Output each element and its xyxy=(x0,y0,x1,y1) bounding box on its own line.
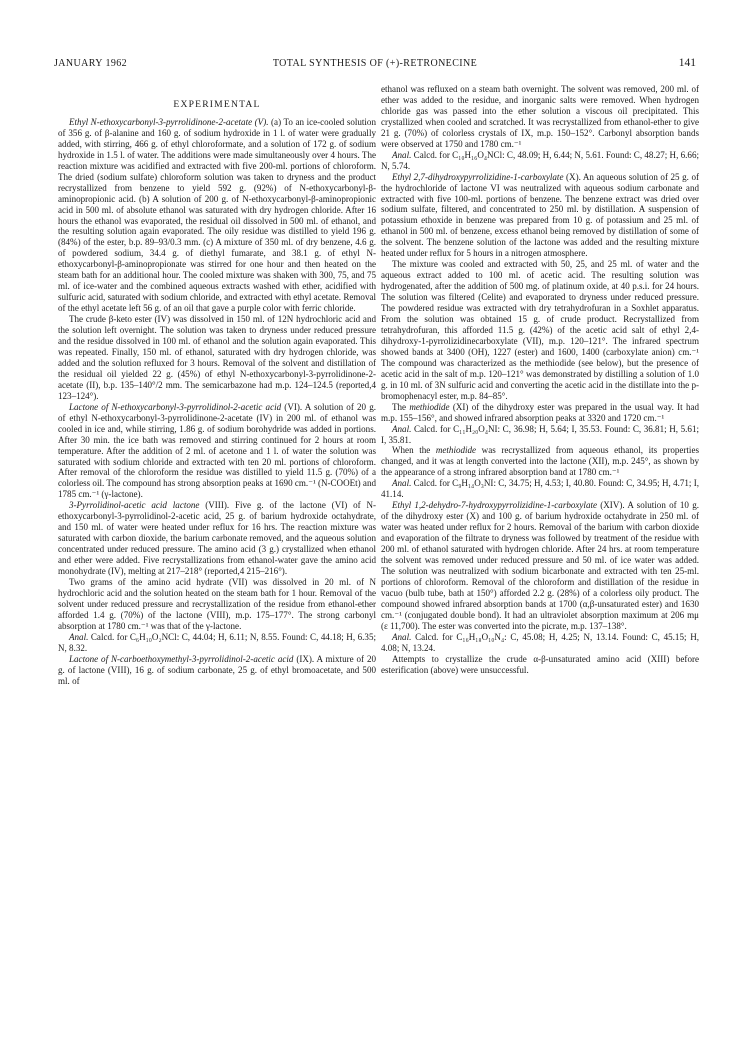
paragraph-lactone-vi: Lactone of N-ethoxycarbonyl-3-pyrrolidinol-2-acetic acid (VI). A solution of 20 g. of ethyl N-ethoxycarbonyl-3-pyrrolidinone-2-acetate (IV) in 200 ml. of ethanol was cooled in ice and, while stirring, 1.86 g. of sodium borohydride was added in portions. After 30 min. the ice bath was removed and stirring continued for 2 hours at room temperature. After the addition of 2 ml. of acetone and 1 l. of water the solution was saturated with sodium chloride and extracted with ten 20 ml. portions of chloroform. After removal of the chloroform the residue was distilled to yield 11.5 g. (70%) of a colorless oil. The compound has strong absorption peaks at 1690 cm.⁻¹ (N-COOEt) and 1785 cm.⁻¹ (γ-lactone). xyxy=(58,401,376,500)
right-column xyxy=(381,84,699,675)
paragraph-v-synthesis: Ethyl N-ethoxycarbonyl-3-pyrrolidinone-2-acetate (V). (a) To an ice-cooled solution of 356 g. of β-alanine and 160 g. of sodium hydroxide in 1 l. of water were gradually added, with stirring, 466 g. of ethyl chloroformate, and a solution of 172 g. of sodium hydroxide in 1.5 l. of water. The additions were made simultaneously over 4 hours. The reaction mixture was acidified and extracted with five 200-ml. portions of chloroform. The dried (sodium sulfate) chloroform solution was taken to dryness and the product recrystallized from benzene to yield 592 g. (92%) of N-ethoxycarbonyl-β-aminopropionic acid. (b) A solution of 200 g. of N-ethoxycarbonyl-β-aminopropionic acid in 500 ml. of absolute ethanol was saturated with dry hydrogen chloride. After 16 hours the ethanol was evaporated, the residual oil dissolved in 500 ml. of ethanol, and the resulting solution again evaporated. The oily residue was distilled to yield 196 g. (84%) of the ester, b.p. 89–93/0.3 mm. (c) A mixture of 350 ml. of dry benzene, 4.6 g. of powdered sodium, 34.4 g. of diethyl fumarate, and 38.1 g. of ethyl N-ethoxycarbonyl-β-aminopropionate was stirred for one hour and then heated on the steam bath for an additional hour. The cooled mixture was shaken with 300, 75, and 75 ml. of ice-water and the combined aqueous extracts washed with ether, acidified with sulfuric acid, saturated with sodium chloride, and extracted with ethyl acetate. Removal of the ethyl acetate left 56 g. of an oil that gave a purple color with ferric chloride. xyxy=(58,116,376,314)
left-column xyxy=(58,84,376,687)
page-number: 141 xyxy=(678,57,696,69)
paragraph-analysis-xii: Anal. Calcd. for C₉H₁₄O₃NI: C, 34.75; H, 4.53; I, 40.80. Found: C, 34.95; H, 4.71; I, 41.14. xyxy=(381,478,699,500)
paragraph-ester-xiv: Ethyl 1,2-dehydro-7-hydroxypyrrolizidine-1-carboxylate (XIV). A solution of 10 g. of the dihydroxy ester (X) and 100 g. of barium hydroxide octahydrate in 250 ml. of water was heated under reflux for 2 hours. Removal of the barium with carbon dioxide and evaporation of the filtrate to dryness was followed by treatment of the residue with 200 ml. of ethanol saturated with hydrogen chloride. After 24 hrs. at room temperature the solvent was removed under reduced pressure and 50 ml. of ice water was added. The solution was neutralized with sodium bicarbonate and extracted with ten 25-ml. portions of chloroform. Removal of the chloroform and distillation of the residue in vacuo (bulb tube, bath at 150°) afforded 2.2 g. (28%) of a colorless oily product. The compound showed infrared absorption bands at 1700 (α,β-unsaturated ester) and 1630 cm.⁻¹ (conjugated double bond). It had an ultraviolet absorption maximum at 206 mμ (ε 11,700). The ester was converted into the picrate, m.p. 137–138°. xyxy=(381,500,699,631)
paragraph-amino-acid-xiii: Attempts to crystallize the crude α-β-unsaturated amino acid (XIII) before esterification (above) were unsuccessful. xyxy=(381,653,699,675)
paragraph-lactone-viii: 3-Pyrrolidinol-acetic acid lactone (VIII). Five g. of the lactone (VI) of N-ethoxycarbonyl-3-pyrrolidinol-2-acetic acid, 25 g. of barium hydroxide octahydrate, and 150 ml. of water were heated under reflux for 16 hrs. The reaction mixture was saturated with carbon dioxide, the barium carbonate removed, and the aqueous solution concentrated under reduced pressure. The amino acid (3 g.) crystallized when ethanol and ether were added. Five recrystallizations from ethanol-water gave the amino acid monohydrate (IV), melting at 217–218° (reported,4 215–216°). xyxy=(58,500,376,577)
header-title: TOTAL SYNTHESIS OF (+)-RETRONECINE xyxy=(272,58,478,69)
running-header xyxy=(54,58,696,72)
paragraph-methiodide: The methiodide (XI) of the dihydroxy ester was prepared in the usual way. It had m.p. 155–156°, and showed infrared absorption peaks at 3320 and 1720 cm.⁻¹ xyxy=(381,401,700,423)
header-date: JANUARY 1962 xyxy=(54,58,128,69)
paragraph-analysis-viii: Anal. Calcd. for C₆H₁₀O₂NCl: C, 44.04; H, 6.11; N, 8.55. Found: C, 44.18; H, 6.35; N, 8.32. xyxy=(58,631,376,653)
paragraph-analysis-ix: Anal. Calcd. for C₁₀H₁₆O₄NCl: C, 48.09; H, 6.44; N, 5.61. Found: C, 48.27; H, 6.66; N, 5.74. xyxy=(381,149,699,171)
paragraph-ester-x: Ethyl 2,7-dihydroxypyrrolizidine-1-carboxylate (X). An aqueous solution of 25 g. of the hydrochloride of lactone VI was neutralized with aqueous sodium carbonate and extracted with five 100-ml. portions of benzene. The benzene extract was dried over sodium sulfate, filtered, and concentrated to 250 ml. by distillation. A suspension of potassium ethoxide in benzene was prepared from 10 g. of potassium and 25 ml. of ethanol in 500 ml. of benzene, excess ethanol being removed by distillation of some of the solvent. The benzene solution of the lactone was added and the resulting mixture heated under reflux for 5 hours in a nitrogen atmosphere. xyxy=(381,171,699,259)
paragraph-analysis-picrate: Anal. Calcd. for C₁₆H₁₈O₁₀N₄: C, 45.08; H, 4.25; N, 13.14. Found: C, 45.15; H, 4.08; N, 13.24. xyxy=(381,631,699,653)
paragraph-ix-continued: ethanol was refluxed on a steam bath overnight. The solvent was removed, 200 ml. of ether was added to the residue, and inorganic salts were removed. When hydrogen chloride gas was passed into the ether solution a viscous oil precipitated. This crystallized when cooled and scratched. It was recrystallized from ethanol-ether to give 21 g. (70%) of colorless crystals of IX, m.p. 150–152°. Carbonyl absorption bands were observed at 1750 and 1780 cm.⁻¹ xyxy=(381,84,699,149)
paragraph-lactone-xii: When the methiodide was recrystallized from aqueous ethanol, its properties changed, and it was at length converted into the lactone (XII), m.p. 245°, as shown by the appearance of a strong infrared absorption band at 1780 cm.⁻¹ xyxy=(381,445,699,478)
paragraph-lactone-ix: Lactone of N-carboethoxymethyl-3-pyrrolidinol-2-acetic acid (IX). A mixture of 20 g. of lactone (VIII), 16 g. of sodium carbonate, 25 g. of ethyl bromoacetate, and 500 ml. of xyxy=(58,653,376,686)
section-heading: EXPERIMENTAL xyxy=(173,99,261,110)
paragraph-amino-acid-hydrate: Two grams of the amino acid hydrate (VII) was dissolved in 20 ml. of N hydrochloric acid and the solution heated on the steam bath for 1 hour. Removal of the solvent under reduced pressure and recrystallization of the residue from ethanol-ether afforded 1.4 g. (70%) of the lactone (VIII), m.p. 175–177°. The strong carbonyl absorption at 1780 cm.⁻¹ was that of the γ-lactone. xyxy=(58,576,376,631)
paragraph-keto-ester: The crude β-keto ester (IV) was dissolved in 150 ml. of 12N hydrochloric acid and the solution left overnight. The solution was taken to dryness under reduced pressure and the residue dissolved in 100 ml. of ethanol and the solution again evaporated. This was repeated. Finally, 150 ml. of ethanol, saturated with dry hydrogen chloride, was added and the solution refluxed for 3 hours. Removal of the solvent and distillation of the residual oil yielded 22 g. (45%) of ethyl N-ethoxycarbonyl-3-pyrrolidinone-2-acetate (II), b.p. 135–140°/2 mm. The semicarbazone had m.p. 124–124.5 (reported,4 123–124°). xyxy=(58,314,376,401)
paragraph-analysis-xi: Anal. Calcd. for C₁₁H₂₀O₄NI: C, 36.98; H, 5.64; I, 35.53. Found: C, 36.81; H, 5.61; I, 35.81. xyxy=(381,423,699,445)
paragraph-hydrogenation: The mixture was cooled and extracted with 50, 25, and 25 ml. of water and the aqueous extract added to 100 ml. of acetic acid. The resulting solution was hydrogenated, after the addition of 500 mg. of platinum oxide, at 40 p.s.i. for 24 hours. The solution was filtered (Celite) and evaporated to dryness under reduced pressure. The powdered residue was extracted with dry tetrahydrofuran in a Soxhlet apparatus. From the solution was obtained 15 g. of crude product. Recrystallized from tetrahydrofuran, this afforded 11.5 g. (42%) of the acetic acid salt of ethyl 2,4-dihydroxy-1-pyrrolizidinecarboxylate (VII), m.p. 120–121°. The infrared spectrum showed bands at 3400 (OH), 1227 (ester) and 1600, 1400 (carboxylate anion) cm.⁻¹ The compound was characterized as the methiodide (see below), but the presence of acetic acid in the salt of m.p. 120–121° was demonstrated by distilling a solution of 1.0 g. in 10 ml. of 3N sulfuric acid and converting the acetic acid in the distillate into the p-bromophenacyl ester, m.p. 84–85°. xyxy=(381,259,699,401)
